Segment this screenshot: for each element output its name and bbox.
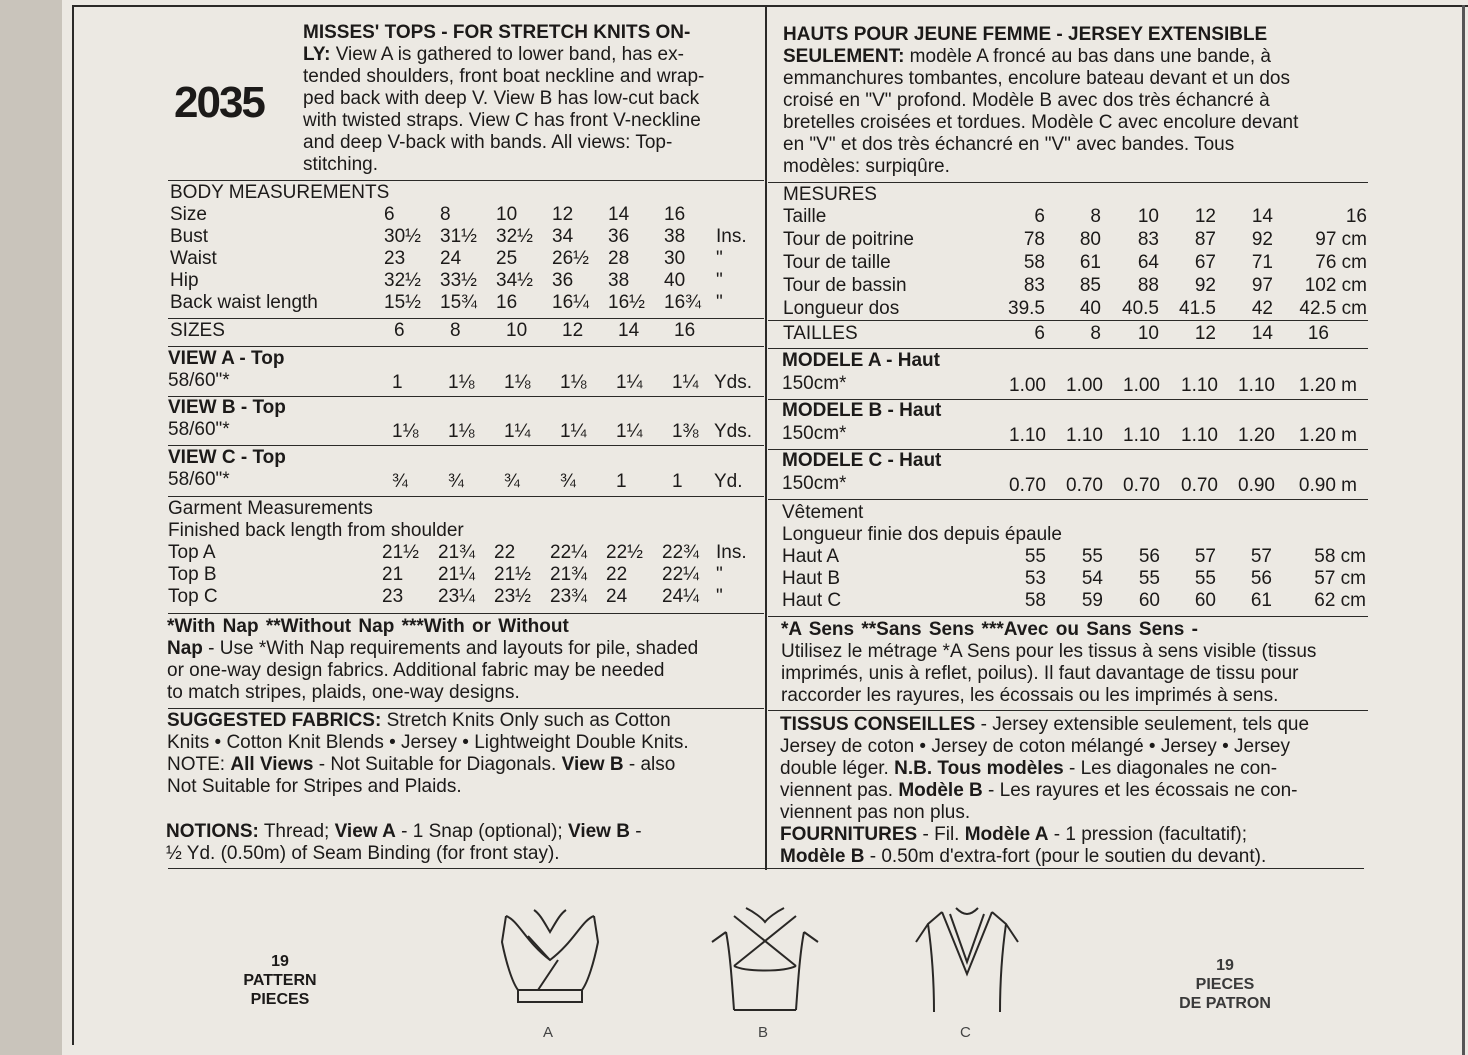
en-garment-row-label: Top A [168,542,216,563]
en-body-row-label: Bust [170,226,209,247]
en-sizes-row [170,320,760,344]
en-nap-line: or one-way design fabrics. Additional fabric may be needed [167,660,665,681]
fr-body-cell: 76 cm [1315,252,1367,273]
fr-garment-cell: 55 [1024,546,1046,567]
en-body-cell: 31½ [440,226,477,247]
fr-model-cell: 1.00 [1066,375,1103,396]
fr-note-model-b: Modèle B [898,780,983,801]
fr-notions-text: - 0.50m d'extra-fort (pour le soutien du devant). [864,846,1267,867]
fr-desc-line: bretelles croisées et tordues. Modèle C avec encolure devant [783,112,1299,133]
fr-garment-cell: 56 [1250,568,1272,589]
view-c-letter: C [960,1024,971,1041]
en-fabrics-line: Not Suitable for Stripes and Plaids. [167,776,462,797]
en-pieces-label: PATTERN [243,972,317,989]
en-body-cell: 15¾ [440,292,477,313]
fr-body-cell: 42 [1251,298,1273,319]
fr-note-all-models: N.B. Tous modèles [894,758,1064,779]
fr-body-row-label: Tour de poitrine [783,229,914,250]
view-a-sketch [498,902,602,1012]
fr-body-cell: 80 [1079,229,1101,250]
fr-body-cell: 83 [1137,229,1159,250]
fr-model-cell: 0.70 [1066,475,1103,496]
en-view-cell: 1 [616,471,627,492]
en-view-fabric: 58/60"* [168,469,230,490]
en-desc-line: and deep V-back with bands. All views: Top- [303,132,673,153]
fr-body-cell: 102 cm [1304,275,1367,296]
en-desc-line: ped back with deep V. View B has low-cut back [303,88,700,109]
pattern-number: 2035 [174,78,264,127]
fr-pieces-count: 19 [1216,957,1234,974]
en-nap-legend: *With Nap **Without Nap ***With or Without [167,616,569,637]
fr-pattern-pieces [1160,956,1290,1013]
fr-desc-line: modèles: surpiqûre. [783,156,950,177]
fr-body-row-label: Tour de taille [783,252,891,273]
fr-fabrics-text: viennent pas. [780,780,899,801]
fr-body-cell: 85 [1079,275,1101,296]
en-body-cell: 28 [608,248,630,269]
en-garment-cell: 24¼ [662,586,699,607]
en-body-cell: 16¼ [552,292,589,313]
fr-garment-cell: 57 cm [1314,568,1366,589]
fr-garment-cell: 53 [1024,568,1046,589]
fr-pieces-label: PIECES [1195,976,1255,993]
fr-fabrics-text: - Les diagonales ne con- [1063,758,1278,779]
en-title: MISSES' TOPS - FOR STRETCH KNITS ON- [303,22,691,43]
en-view-cell: 1⅜ [672,421,699,442]
fr-size-cell: 8 [1090,323,1101,344]
fr-model-b-yardage [782,400,1367,448]
en-garment-cell: 24 [606,586,628,607]
fr-size-cell: 10 [1137,323,1159,344]
en-size-cell: 12 [562,320,584,341]
fr-model-cell: 0.90 [1238,475,1275,496]
en-view-cell: 1¼ [616,421,643,442]
fr-body-cell: 64 [1137,252,1159,273]
fr-body-row-label: Longueur dos [783,298,900,319]
en-fabrics-line: Knits • Cotton Knit Blends • Jersey • Lightweight Double Knits. [167,732,689,753]
en-view-title: VIEW B - Top [168,397,286,418]
fr-body-measurements [783,184,1368,324]
en-garment-sub: Finished back length from shoulder [168,520,464,541]
fr-size-cell: 6 [1034,323,1045,344]
fr-model-cell: 1.10 [1181,375,1218,396]
en-body-cell: 10 [496,204,518,225]
en-garment-cell: 23½ [494,586,531,607]
fr-garment-cell: 62 cm [1314,590,1366,611]
en-pieces-count: 19 [271,953,289,970]
en-notions-view-b: View B [568,821,630,842]
en-nap-line: - Use *With Nap requirements and layouts for pile, shaded [202,638,699,659]
en-view-unit: Yds. [714,421,753,442]
en-notions-text: - [629,821,642,842]
en-note-label: NOTE: [167,754,231,775]
en-body-cell: 16 [496,292,518,313]
en-body-cell: 30½ [384,226,421,247]
en-view-cell: ¾ [560,471,576,492]
fr-garment-cell: 55 [1081,546,1103,567]
en-notions-text: - 1 Snap (optional); [395,821,568,842]
fr-model-title: MODELE B - Haut [782,400,942,421]
en-garment-cell: 22½ [606,542,643,563]
fr-notions-model-a: Modèle A [964,824,1049,845]
fr-model-cell: 1.10 [1066,425,1103,446]
fr-model-cell: 1.00 [1009,375,1046,396]
en-body-cell: 38 [608,270,630,291]
en-body-cell: 34 [552,226,574,247]
en-body-cell: 12 [552,204,574,225]
fr-garment-cell: 54 [1081,568,1103,589]
en-view-unit: Yds. [714,372,753,393]
en-sizes-label: SIZES [170,320,225,341]
fr-fabrics-heading: TISSUS CONSEILLES [780,714,976,735]
en-view-title: VIEW C - Top [168,447,286,468]
en-garment-cell: 23¾ [550,586,587,607]
en-garment-cell: 21¾ [438,542,475,563]
fr-model-fabric: 150cm* [782,423,847,444]
en-garment-cell: 21 [382,564,404,585]
column-divider [765,5,767,870]
en-body-row-label: Hip [170,270,199,291]
en-body-heading: BODY MEASUREMENTS [170,182,390,203]
fr-pieces-label: DE PATRON [1179,995,1271,1012]
en-garment-cell: 21½ [494,564,531,585]
fr-model-a-yardage [782,350,1367,398]
en-garment-cell: 21¾ [550,564,587,585]
en-size-cell: 16 [674,320,696,341]
fr-garment-heading: Vêtement [782,502,864,523]
fr-fabrics-line: - Jersey extensible seulement, tels que [975,714,1310,735]
fr-desc-line: en "V" et dos très échancré en "V" avec bandes. Tous [783,134,1235,155]
en-nap-line: to match stripes, plaids, one-way designs. [167,682,520,703]
en-view-fabric: 58/60"* [168,370,230,391]
view-c-sketch [912,902,1022,1014]
fr-model-fabric: 150cm* [782,373,847,394]
en-body-cell: 33½ [440,270,477,291]
fr-body-cell: 16 [1345,206,1367,227]
fr-model-c-yardage [782,450,1367,498]
fr-nap-line: Utilisez le métrage *A Sens pour les tissus à sens visible (tissus [781,641,1317,662]
en-garment-row-label: Top B [168,564,217,585]
en-notions-heading: NOTIONS: [166,821,259,842]
en-garment-cell: 22¾ [662,542,699,563]
fr-body-cell: 97 cm [1315,229,1367,250]
en-body-cell: 36 [608,226,630,247]
en-pattern-pieces [228,952,332,1009]
en-view-cell: ¾ [504,471,520,492]
en-size-cell: 8 [450,320,461,341]
en-body-cell: 15½ [384,292,421,313]
en-body-unit: " [716,292,723,313]
en-body-cell: 32½ [496,226,533,247]
fr-garment-cell: 60 [1194,590,1216,611]
view-b-letter: B [758,1024,769,1041]
fr-body-cell: 12 [1194,206,1216,227]
fr-body-cell: 14 [1251,206,1273,227]
en-view-c-yardage [168,447,763,495]
fr-body-cell: 8 [1090,206,1101,227]
en-view-title: VIEW A - Top [168,348,285,369]
fr-garment-cell: 57 [1250,546,1272,567]
en-garment-cell: 22 [494,542,516,563]
fr-size-cell: 16 [1307,323,1329,344]
en-garment-unit: Ins. [716,542,747,563]
fr-body-cell: 71 [1251,252,1273,273]
fr-body-cell: 40 [1079,298,1101,319]
en-size-cell: 6 [394,320,405,341]
fr-garment-sub: Longueur finie dos depuis épaule [782,524,1062,545]
en-view-a-yardage [168,348,763,396]
en-view-cell: 1¼ [504,421,531,442]
en-view-cell: 1⅛ [504,372,531,393]
fr-nap-line: imprimés, unis à reflet, poilus). Il faut davantage de tissu pour [781,663,1299,684]
fr-body-cell: 41.5 [1179,298,1216,319]
en-garment-unit: " [716,564,723,585]
en-body-unit: " [716,248,723,269]
en-title-cont: LY: [303,44,331,65]
en-body-cell: 26½ [552,248,589,269]
en-notions-view-a: View A [334,821,396,842]
en-view-b-yardage [168,397,763,445]
en-body-cell: 25 [496,248,518,269]
en-view-cell: 1¼ [560,421,587,442]
en-view-cell: 1⅛ [392,421,419,442]
en-body-cell: 16½ [608,292,645,313]
fr-garment-cell: 56 [1138,546,1160,567]
fr-garment-cell: 55 [1138,568,1160,589]
en-view-cell: 1⅛ [448,421,475,442]
fr-garment-measurements [782,502,1367,618]
fr-size-cell: 14 [1251,323,1273,344]
fr-sizes-label: TAILLES [783,323,858,344]
fr-model-cell: 1.20 m [1298,375,1357,396]
fr-body-cell: 87 [1194,229,1216,250]
fr-body-row-label: Taille [783,206,827,227]
fr-garment-row-label: Haut A [782,546,840,567]
en-body-cell: 38 [664,226,686,247]
fr-model-fabric: 150cm* [782,473,847,494]
fr-body-heading: MESURES [783,184,877,205]
en-body-unit: Ins. [716,226,747,247]
fr-body-cell: 39.5 [1008,298,1045,319]
fr-fabrics-text: double léger. [780,758,895,779]
right-border [1462,5,1465,1055]
fr-title-cont: SEULEMENT: [783,46,905,67]
fr-notions-text: - Fil. [917,824,965,845]
fr-notions-model-b: Modèle B [780,846,865,867]
fr-nap-line: raccorder les rayures, les écossais ou les imprimés à sens. [781,685,1279,706]
en-garment-cell: 21¼ [438,564,475,585]
en-note-text: - also [623,754,676,775]
fr-model-cell: 1.10 [1009,425,1046,446]
en-body-cell: 24 [440,248,462,269]
en-note-view-b: View B [561,754,624,775]
fr-desc-line: modèle A froncé au bas dans une bande, à [904,46,1271,67]
en-pieces-label: PIECES [250,991,310,1008]
en-garment-cell: 22¼ [662,564,699,585]
en-body-cell: 40 [664,270,686,291]
fr-body-cell: 40.5 [1122,298,1159,319]
en-body-cell: 16 [664,204,686,225]
fr-garment-cell: 58 cm [1314,546,1366,567]
en-garment-measurements [168,498,758,614]
en-body-cell: 16¾ [664,292,701,313]
fr-fabrics-text: - Les rayures et les écossais ne con- [982,780,1298,801]
fr-size-cell: 12 [1194,323,1216,344]
fr-body-cell: 67 [1194,252,1216,273]
en-body-row-label: Size [170,204,207,225]
en-view-fabric: 58/60"* [168,419,230,440]
fr-model-cell: 0.70 [1123,475,1160,496]
fr-notions-heading: FOURNITURES [780,824,918,845]
en-body-cell: 32½ [384,270,421,291]
fr-body-cell: 83 [1023,275,1045,296]
en-view-cell: 1¼ [616,372,643,393]
fr-body-cell: 42.5 cm [1299,298,1367,319]
en-nap-word: Nap [167,638,203,659]
fr-model-cell: 0.70 [1009,475,1046,496]
en-body-cell: 8 [440,204,451,225]
fr-garment-row-label: Haut C [782,590,842,611]
en-garment-cell: 22¼ [550,542,587,563]
fr-model-cell: 1.10 [1181,425,1218,446]
fr-sizes-row [783,323,1368,347]
en-view-cell: ¾ [448,471,464,492]
en-note-all-views: All Views [230,754,314,775]
view-a-letter: A [543,1024,554,1041]
fr-model-cell: 1.10 [1123,425,1160,446]
fr-garment-cell: 57 [1194,546,1216,567]
fr-garment-cell: 58 [1024,590,1046,611]
fr-body-cell: 92 [1194,275,1216,296]
en-body-row-label: Back waist length [170,292,318,313]
en-notions-line: ½ Yd. (0.50m) of Seam Binding (for front stay). [166,843,560,864]
en-view-cell: 1 [672,471,683,492]
en-fabrics-heading: SUGGESTED FABRICS: [167,710,382,731]
en-fabrics-line: Stretch Knits Only such as Cotton [381,710,671,731]
en-desc-line: stitching. [303,154,378,175]
fr-body-cell: 97 [1251,275,1273,296]
fr-garment-row-label: Haut B [782,568,841,589]
fr-body-cell: 58 [1023,252,1045,273]
en-body-row-label: Waist [170,248,217,269]
en-view-cell: 1⅛ [560,372,587,393]
en-desc-line: with twisted straps. View C has front V-neckline [303,110,701,131]
view-b-sketch [706,902,824,1012]
fr-body-cell: 6 [1034,206,1045,227]
fr-model-cell: 0.70 [1181,475,1218,496]
en-desc-line: tended shoulders, front boat neckline and wrap- [303,66,705,87]
en-body-cell: 34½ [496,270,533,291]
en-body-cell: 6 [384,204,395,225]
fr-garment-cell: 60 [1138,590,1160,611]
en-view-cell: ¾ [392,471,408,492]
en-garment-cell: 23¼ [438,586,475,607]
fr-body-cell: 10 [1137,206,1159,227]
en-desc-line: View A is gathered to lower band, has ex- [330,44,684,65]
en-note-text: - Not Suitable for Diagonals. [313,754,562,775]
en-body-measurements [170,182,760,322]
fr-fabrics-line: Jersey de coton • Jersey de coton mélangé • Jersey • Jersey [780,736,1290,757]
fr-desc-line: croisé en "V" profond. Modèle B avec dos très échancré à [783,90,1270,111]
fr-notions-text: - 1 pression (facultatif); [1048,824,1248,845]
top-border [72,5,1468,7]
fr-body-row-label: Tour de bassin [783,275,907,296]
en-view-cell: 1¼ [672,372,699,393]
en-size-cell: 14 [618,320,640,341]
en-view-unit: Yd. [714,471,743,492]
en-body-unit: " [716,270,723,291]
en-body-cell: 23 [384,248,406,269]
fr-fabrics-line: viennent pas non plus. [780,802,971,823]
fr-model-cell: 1.20 m [1298,425,1357,446]
en-garment-row-label: Top C [168,586,218,607]
fr-model-cell: 0.90 m [1298,475,1357,496]
en-body-cell: 30 [664,248,686,269]
fr-model-cell: 1.20 [1238,425,1275,446]
en-garment-heading: Garment Measurements [168,498,373,519]
fr-desc-line: emmanchures tombantes, encolure bateau devant et un dos [783,68,1290,89]
fr-nap-legend: *A Sens **Sans Sens ***Avec ou Sans Sens - [781,619,1198,640]
fr-model-title: MODELE A - Haut [782,350,940,371]
fr-garment-cell: 55 [1194,568,1216,589]
fr-body-cell: 92 [1251,229,1273,250]
fr-garment-cell: 59 [1081,590,1103,611]
fr-garment-cell: 61 [1250,590,1272,611]
en-body-cell: 14 [608,204,630,225]
fr-body-cell: 88 [1137,275,1159,296]
en-garment-unit: " [716,586,723,607]
en-size-cell: 10 [506,320,528,341]
en-view-cell: 1 [392,372,403,393]
fr-body-cell: 61 [1079,252,1101,273]
fr-model-cell: 1.00 [1123,375,1160,396]
fr-model-cell: 1.10 [1238,375,1275,396]
fr-model-title: MODELE C - Haut [782,450,942,471]
en-view-cell: 1⅛ [448,372,475,393]
en-garment-cell: 21½ [382,542,419,563]
en-garment-cell: 22 [606,564,628,585]
en-garment-cell: 23 [382,586,404,607]
en-body-cell: 36 [552,270,574,291]
fr-body-cell: 78 [1023,229,1045,250]
fr-title: HAUTS POUR JEUNE FEMME - JERSEY EXTENSIBLE [783,24,1268,45]
left-border [72,5,74,1045]
en-notions-text: Thread; [258,821,335,842]
